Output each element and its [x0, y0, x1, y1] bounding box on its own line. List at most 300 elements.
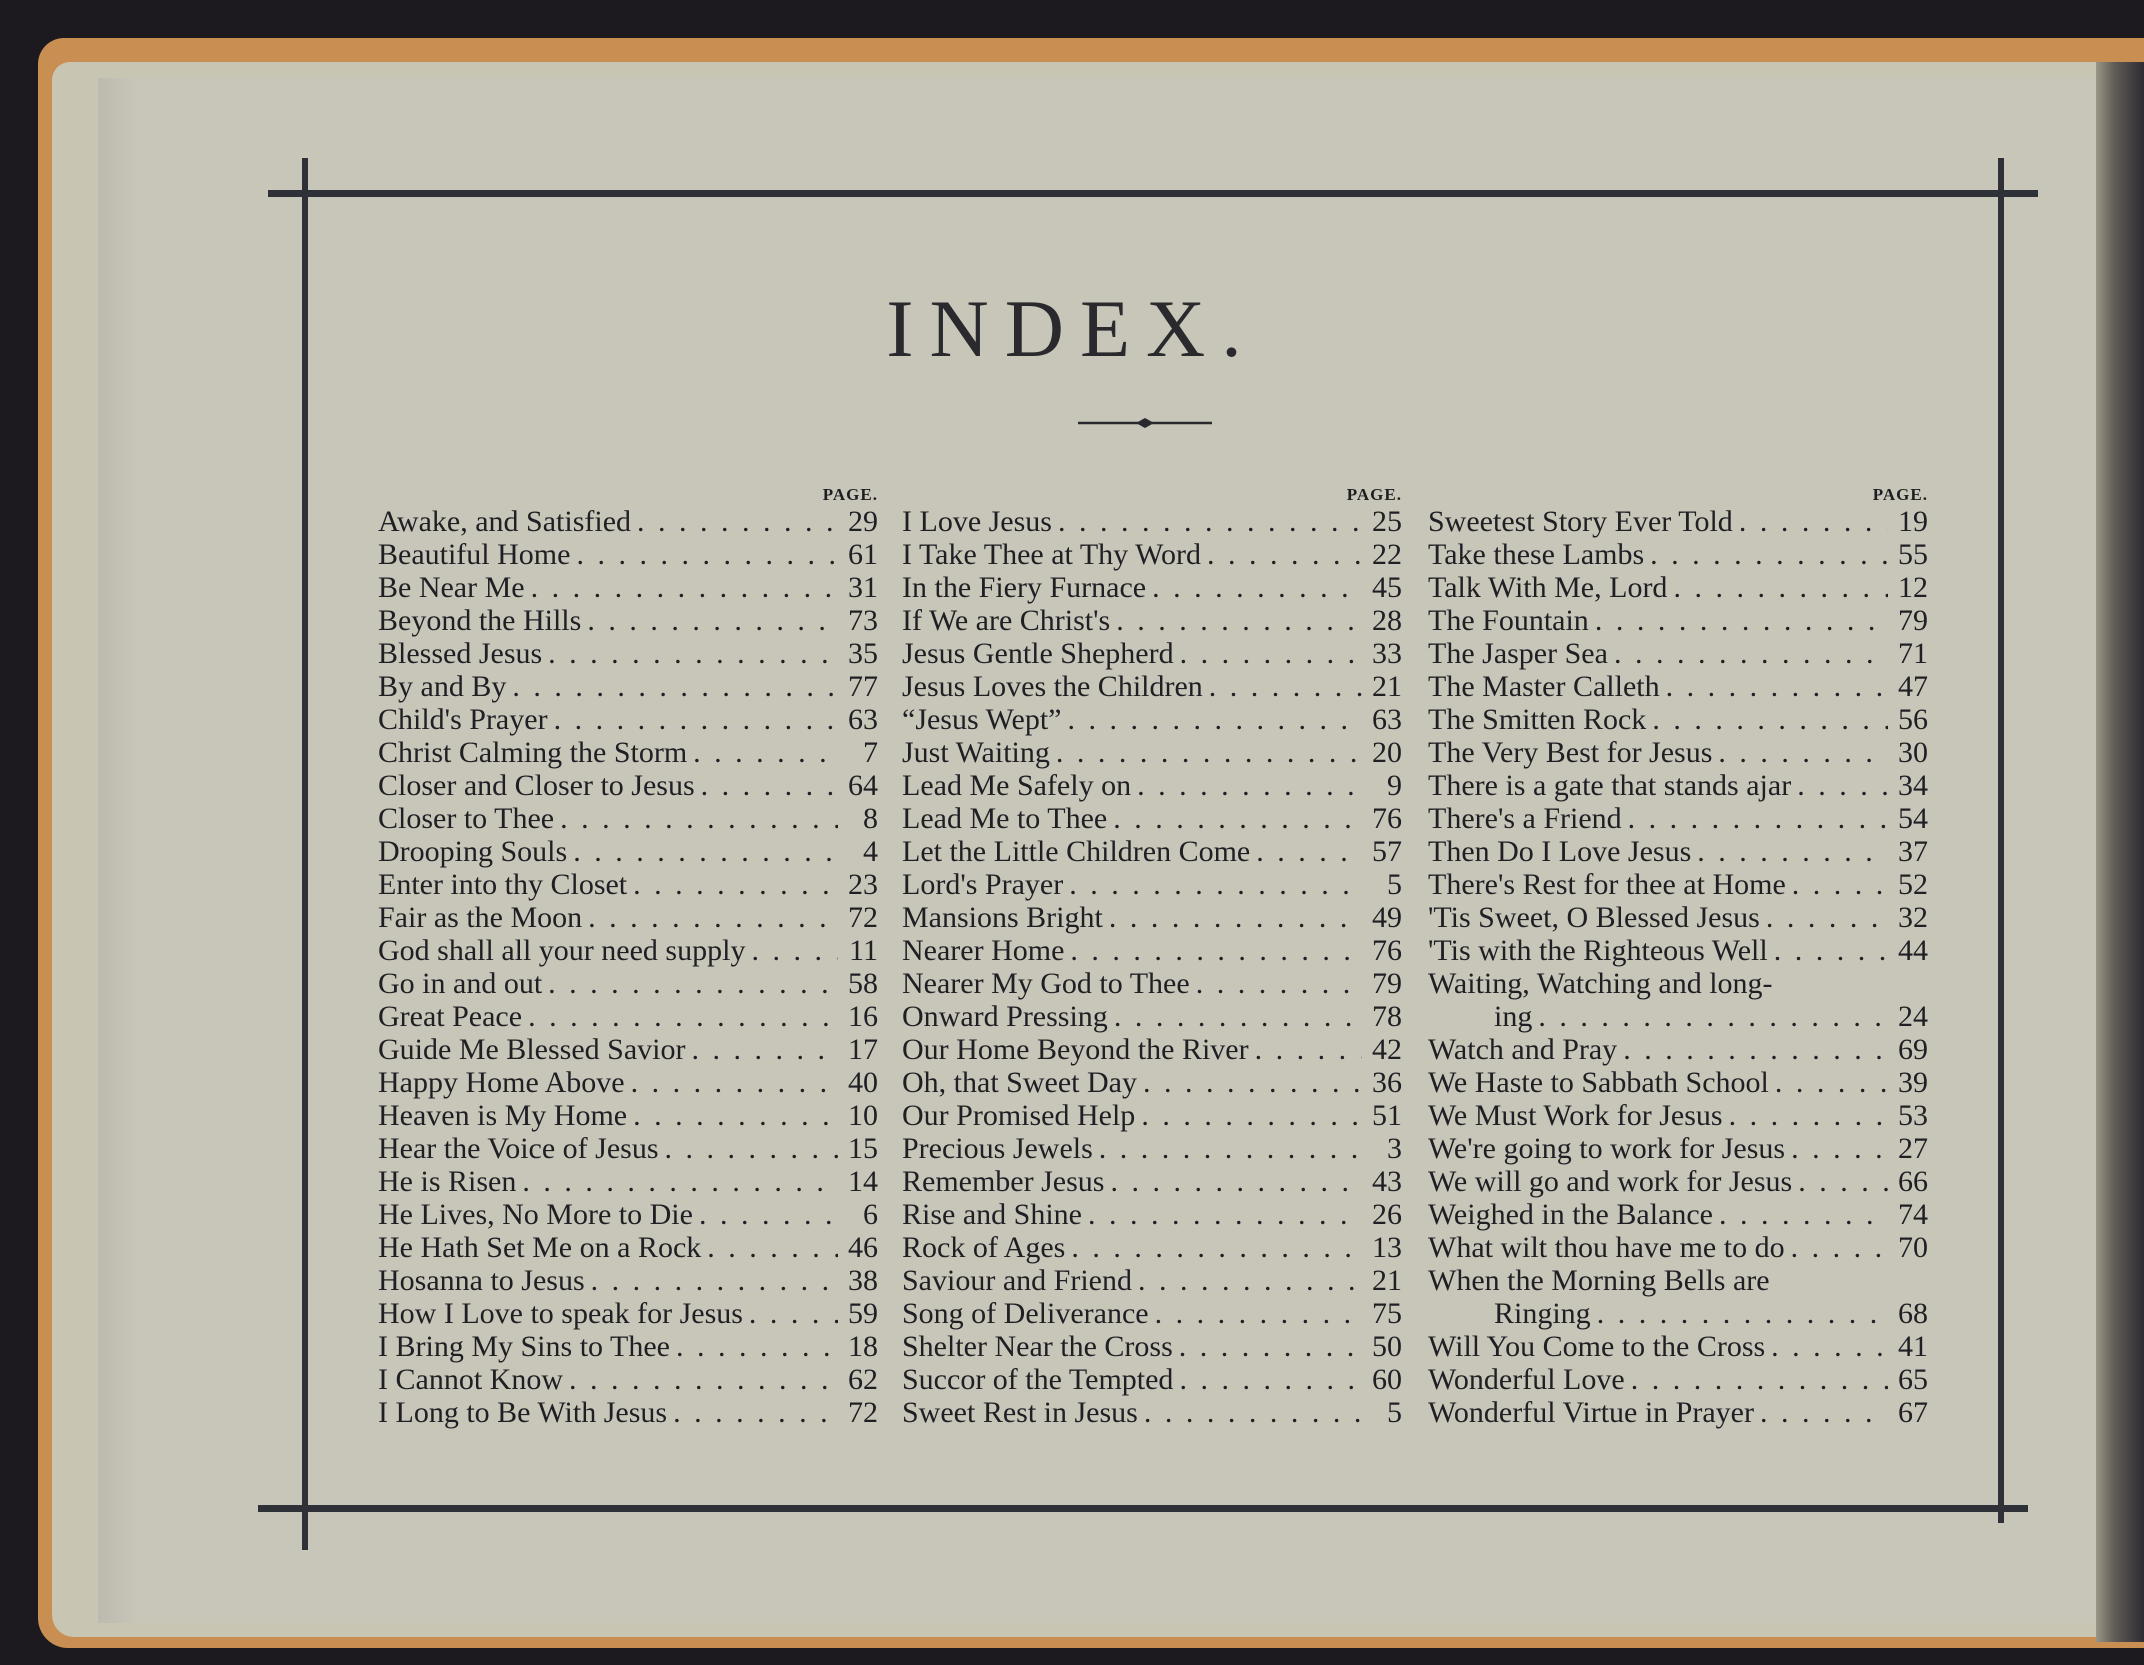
page-column-header: PAGE. [1346, 485, 1402, 504]
index-column-1 [378, 485, 878, 1429]
index-entry [378, 1231, 878, 1264]
entry-title: Jesus Loves the Children [902, 670, 1203, 703]
index-entry [902, 967, 1402, 1000]
entry-page-number: 70 [1898, 1231, 1928, 1264]
index-entry [902, 1000, 1402, 1033]
entry-title: I Take Thee at Thy Word [902, 538, 1202, 571]
entry-page-number: 35 [848, 637, 878, 670]
index-entry [378, 1066, 878, 1099]
entry-title: Hosanna to Jesus [378, 1264, 585, 1297]
index-entry [378, 1297, 878, 1330]
index-entry [378, 1264, 878, 1297]
entry-page-number: 25 [1372, 505, 1402, 538]
dot-leader [1760, 1396, 1888, 1429]
index-entry [1428, 703, 1928, 736]
index-entry [1428, 1000, 1928, 1033]
entry-page-number: 49 [1372, 901, 1402, 934]
entry-title: Christ Calming the Storm [378, 736, 688, 769]
entry-page-number: 63 [1372, 703, 1402, 736]
entry-title: Awake, and Satisfied [378, 505, 632, 538]
entry-page-number: 9 [1387, 769, 1402, 802]
index-entry [378, 571, 878, 604]
dot-leader [573, 835, 838, 868]
entry-title: 'Tis Sweet, O Blessed Jesus [1428, 901, 1760, 934]
entry-title: There is a gate that stands ajar [1428, 769, 1792, 802]
index-entry [1428, 538, 1928, 571]
dot-leader [1099, 1132, 1362, 1165]
entry-page-number: 66 [1898, 1165, 1928, 1198]
entry-page-number: 64 [848, 769, 878, 802]
entry-title: Child's Prayer [378, 703, 548, 736]
dot-leader [665, 1132, 839, 1165]
entry-title: Waiting, Watching and long- [1428, 967, 1773, 1000]
index-entry [1428, 1264, 1928, 1297]
dot-leader [1650, 538, 1888, 571]
dot-leader [1070, 934, 1362, 967]
dot-leader [1058, 505, 1362, 538]
index-entry [902, 1033, 1402, 1066]
entry-title: We're going to work for Jesus [1428, 1132, 1786, 1165]
entry-title: Enter into thy Closet [378, 868, 628, 901]
entry-title: Will You Come to the Cross [1428, 1330, 1766, 1363]
dot-leader [749, 1297, 838, 1330]
dot-leader [1792, 868, 1888, 901]
entry-title: Happy Home Above [378, 1066, 625, 1099]
entry-title: Great Peace [378, 1000, 523, 1033]
entry-page-number: 63 [848, 703, 878, 736]
entry-page-number: 7 [863, 736, 878, 769]
entry-page-number: 59 [848, 1297, 878, 1330]
index-entry [378, 505, 878, 538]
entry-title: Sweet Rest in Jesus [902, 1396, 1138, 1429]
entry-page-number: 6 [863, 1198, 878, 1231]
entry-page-number: 32 [1898, 901, 1928, 934]
dot-leader [1697, 835, 1888, 868]
index-entry [378, 736, 878, 769]
dot-leader [676, 1330, 838, 1363]
index-entry [1428, 1099, 1928, 1132]
entry-page-number: 24 [1898, 1000, 1928, 1033]
entry-title: Beautiful Home [378, 538, 571, 571]
index-entry [1428, 637, 1928, 670]
entry-title: He Lives, No More to Die [378, 1198, 693, 1231]
entry-title: Drooping Souls [378, 835, 568, 868]
index-entry [378, 1165, 878, 1198]
index-entry [378, 967, 878, 1000]
entry-title: The Fountain [1428, 604, 1589, 637]
dot-leader [1143, 1066, 1362, 1099]
entry-page-number: 22 [1372, 538, 1402, 571]
entry-page-number: 68 [1898, 1297, 1928, 1330]
index-entry [1428, 1132, 1928, 1165]
entry-page-number: 29 [848, 505, 878, 538]
index-entry [902, 1297, 1402, 1330]
entry-page-number: 15 [848, 1132, 878, 1165]
entry-title: Lord's Prayer [902, 868, 1064, 901]
title-ornament-icon [1078, 414, 1212, 432]
entry-page-number: 41 [1898, 1330, 1928, 1363]
entry-page-number: 74 [1898, 1198, 1928, 1231]
index-entry [378, 538, 878, 571]
entry-page-number: 21 [1372, 670, 1402, 703]
index-entry [902, 835, 1402, 868]
dot-leader [1109, 901, 1362, 934]
dot-leader [591, 1264, 838, 1297]
entry-page-number: 45 [1372, 571, 1402, 604]
dot-leader [1141, 1099, 1362, 1132]
dot-leader [1623, 1033, 1888, 1066]
dot-leader [1138, 1264, 1362, 1297]
index-entry [1428, 1231, 1928, 1264]
index-entry [378, 934, 878, 967]
index-entry [902, 571, 1402, 604]
entry-page-number: 5 [1387, 868, 1402, 901]
entry-page-number: 47 [1898, 670, 1928, 703]
index-entry [902, 703, 1402, 736]
entry-title: Fair as the Moon [378, 901, 583, 934]
entry-page-number: 73 [848, 604, 878, 637]
entry-title: Nearer Home [902, 934, 1065, 967]
entry-page-number: 13 [1372, 1231, 1402, 1264]
entry-page-number: 14 [848, 1165, 878, 1198]
dot-leader [512, 670, 838, 703]
entry-page-number: 51 [1372, 1099, 1402, 1132]
index-entry [378, 1363, 878, 1396]
entry-title: Mansions Bright [902, 901, 1103, 934]
index-entry [1428, 604, 1928, 637]
dot-leader [1628, 802, 1888, 835]
entry-page-number: 57 [1372, 835, 1402, 868]
index-entry [902, 1330, 1402, 1363]
dot-leader [1771, 1330, 1888, 1363]
dot-leader [588, 901, 838, 934]
dot-leader [707, 1231, 838, 1264]
entry-page-number: 52 [1898, 868, 1928, 901]
dot-leader [1071, 1231, 1362, 1264]
dot-leader [560, 802, 838, 835]
index-entry [1428, 1297, 1928, 1330]
index-entry [902, 1231, 1402, 1264]
entry-page-number: 33 [1372, 637, 1402, 670]
index-entry [902, 802, 1402, 835]
index-entry [1428, 1363, 1928, 1396]
index-entry [902, 1363, 1402, 1396]
entry-title: Precious Jewels [902, 1132, 1093, 1165]
entry-title: Our Home Beyond the River [902, 1033, 1249, 1066]
dot-leader [1056, 736, 1362, 769]
dot-leader [633, 868, 838, 901]
entry-page-number: 69 [1898, 1033, 1928, 1066]
entry-title: Take these Lambs [1428, 538, 1645, 571]
entry-page-number: 79 [1372, 967, 1402, 1000]
index-entry [902, 538, 1402, 571]
dot-leader [699, 1198, 838, 1231]
index-entry [902, 736, 1402, 769]
index-entry [1428, 1165, 1928, 1198]
entry-title: The Master Calleth [1428, 670, 1660, 703]
entry-title: We will go and work for Jesus [1428, 1165, 1793, 1198]
entry-page-number: 4 [863, 835, 878, 868]
entry-title: Beyond the Hills [378, 604, 582, 637]
entry-title: Closer and Closer to Jesus [378, 769, 695, 802]
entry-page-number: 50 [1372, 1330, 1402, 1363]
entry-page-number: 79 [1898, 604, 1928, 637]
entry-page-number: 67 [1898, 1396, 1928, 1429]
entry-title: Lead Me Safely on [902, 769, 1132, 802]
index-entry [902, 1165, 1402, 1198]
entry-title: Song of Deliverance [902, 1297, 1149, 1330]
dot-leader [1797, 769, 1888, 802]
entry-page-number: 76 [1372, 802, 1402, 835]
index-entry [1428, 571, 1928, 604]
index-entry [378, 604, 878, 637]
entry-page-number: 60 [1372, 1363, 1402, 1396]
entry-page-number: 65 [1898, 1363, 1928, 1396]
entry-title: Weighed in the Balance [1428, 1198, 1713, 1231]
entry-title: Rock of Ages [902, 1231, 1066, 1264]
entry-page-number: 58 [848, 967, 878, 1000]
dot-leader [673, 1396, 838, 1429]
dot-leader [1673, 571, 1888, 604]
entry-title: “Jesus Wept” [902, 703, 1062, 736]
dot-leader [1666, 670, 1888, 703]
dot-leader [633, 1099, 838, 1132]
entry-page-number: 12 [1898, 571, 1928, 604]
dot-leader [1113, 802, 1362, 835]
page-column-header: PAGE. [822, 485, 878, 504]
entry-page-number: 72 [848, 1396, 878, 1429]
dot-leader [1137, 769, 1362, 802]
index-entry [378, 670, 878, 703]
entry-title: Blessed Jesus [378, 637, 543, 670]
index-entry [378, 901, 878, 934]
index-entry [1428, 1198, 1928, 1231]
index-entry [902, 670, 1402, 703]
entry-page-number: 16 [848, 1000, 878, 1033]
dot-leader [1538, 1000, 1888, 1033]
index-entry [1428, 868, 1928, 901]
entry-page-number: 56 [1898, 703, 1928, 736]
entry-title: There's a Friend [1428, 802, 1622, 835]
entry-title: Shelter Near the Cross [902, 1330, 1173, 1363]
entry-page-number: 76 [1372, 934, 1402, 967]
dot-leader [1255, 1033, 1362, 1066]
index-entry [902, 637, 1402, 670]
entry-page-number: 8 [863, 802, 878, 835]
index-entry [1428, 769, 1928, 802]
index-entry [902, 1198, 1402, 1231]
index-entry [378, 637, 878, 670]
frame-rule-bottom [258, 1505, 2028, 1512]
entry-title: Watch and Pray [1428, 1033, 1618, 1066]
entry-title: Nearer My God to Thee [902, 967, 1190, 1000]
entry-title: Wonderful Virtue in Prayer [1428, 1396, 1754, 1429]
entry-page-number: 31 [848, 571, 878, 604]
index-entry [378, 802, 878, 835]
index-entry [1428, 967, 1928, 1000]
entry-title: ing [1494, 1000, 1533, 1033]
dot-leader [1256, 835, 1362, 868]
dot-leader [1114, 1000, 1362, 1033]
dot-leader [1739, 505, 1888, 538]
entry-title: Closer to Thee [378, 802, 555, 835]
entry-page-number: 11 [849, 934, 878, 967]
index-entry [902, 1066, 1402, 1099]
dot-leader [631, 1066, 838, 1099]
dot-leader [1196, 967, 1362, 1000]
dot-leader [528, 1000, 838, 1033]
entry-title: He is Risen [378, 1165, 517, 1198]
entry-page-number: 30 [1898, 736, 1928, 769]
entry-title: What wilt thou have me to do [1428, 1231, 1785, 1264]
dot-leader [1110, 1165, 1362, 1198]
index-entry [378, 1000, 878, 1033]
entry-page-number: 18 [848, 1330, 878, 1363]
index-entry [902, 934, 1402, 967]
entry-title: We Must Work for Jesus [1428, 1099, 1723, 1132]
entry-title: Guide Me Blessed Savior [378, 1033, 686, 1066]
index-entry [902, 868, 1402, 901]
dot-leader [751, 934, 838, 967]
entry-title: The Very Best for Jesus [1428, 736, 1713, 769]
entry-page-number: 26 [1372, 1198, 1402, 1231]
entry-page-number: 43 [1372, 1165, 1402, 1198]
dot-leader [693, 736, 838, 769]
entry-page-number: 53 [1898, 1099, 1928, 1132]
index-entry [1428, 934, 1928, 967]
entry-page-number: 5 [1387, 1396, 1402, 1429]
index-entry [378, 835, 878, 868]
entry-page-number: 42 [1372, 1033, 1402, 1066]
entry-title: When the Morning Bells are [1428, 1264, 1770, 1297]
page-column-header: PAGE. [1872, 485, 1928, 504]
entry-page-number: 78 [1372, 1000, 1402, 1033]
dot-leader [569, 1363, 838, 1396]
entry-title: Be Near Me [378, 571, 525, 604]
entry-page-number: 40 [848, 1066, 878, 1099]
dot-leader [1652, 703, 1888, 736]
index-entry [902, 1396, 1402, 1429]
entry-page-number: 34 [1898, 769, 1928, 802]
index-entry [1428, 1066, 1928, 1099]
dot-leader [1180, 637, 1362, 670]
entry-page-number: 17 [848, 1033, 878, 1066]
dot-leader [1729, 1099, 1888, 1132]
dot-leader [1088, 1198, 1362, 1231]
dot-leader [1597, 1297, 1888, 1330]
index-entry [902, 769, 1402, 802]
dot-leader [531, 571, 838, 604]
dot-leader [587, 604, 838, 637]
entry-title: Let the Little Children Come [902, 835, 1251, 868]
index-entry [378, 1198, 878, 1231]
entry-page-number: 3 [1387, 1132, 1402, 1165]
entry-title: Rise and Shine [902, 1198, 1082, 1231]
entry-page-number: 10 [848, 1099, 878, 1132]
entry-page-number: 62 [848, 1363, 878, 1396]
entry-title: There's Rest for thee at Home [1428, 868, 1786, 901]
entry-title: How I Love to speak for Jesus [378, 1297, 743, 1330]
entry-title: The Smitten Rock [1428, 703, 1647, 736]
dot-leader [1766, 901, 1888, 934]
entry-title: Then Do I Love Jesus [1428, 835, 1692, 868]
index-entry [378, 703, 878, 736]
entry-page-number: 37 [1898, 835, 1928, 868]
dot-leader [1718, 736, 1888, 769]
index-entry [1428, 1330, 1928, 1363]
entry-page-number: 39 [1898, 1066, 1928, 1099]
dot-leader [1152, 571, 1362, 604]
index-entry [378, 1330, 878, 1363]
entry-page-number: 61 [848, 538, 878, 571]
entry-title: Saviour and Friend [902, 1264, 1132, 1297]
dot-leader [554, 703, 838, 736]
dot-leader [1116, 604, 1362, 637]
entry-title: Wonderful Love [1428, 1363, 1625, 1396]
dot-leader [1774, 934, 1888, 967]
index-entry [902, 1264, 1402, 1297]
entry-title: I Bring My Sins to Thee [378, 1330, 670, 1363]
entry-title: Onward Pressing [902, 1000, 1108, 1033]
entry-page-number: 75 [1372, 1297, 1402, 1330]
entry-page-number: 23 [848, 868, 878, 901]
frame-rule-top [268, 190, 2038, 197]
entry-title: Talk With Me, Lord [1428, 571, 1668, 604]
dot-leader [691, 1033, 838, 1066]
entry-title: Lead Me to Thee [902, 802, 1108, 835]
entry-page-number: 20 [1372, 736, 1402, 769]
index-entry [378, 769, 878, 802]
entry-page-number: 77 [848, 670, 878, 703]
entry-title: I Long to Be With Jesus [378, 1396, 668, 1429]
index-entry [1428, 505, 1928, 538]
entry-title: I Love Jesus [902, 505, 1052, 538]
index-entry [1428, 802, 1928, 835]
index-entry [378, 1396, 878, 1429]
entry-title: Jesus Gentle Shepherd [902, 637, 1174, 670]
entry-title: Succor of the Tempted [902, 1363, 1174, 1396]
entry-title: God shall all your need supply [378, 934, 746, 967]
dot-leader [1719, 1198, 1888, 1231]
index-entry [902, 1099, 1402, 1132]
dot-leader [1595, 604, 1888, 637]
entry-title: Just Waiting [902, 736, 1050, 769]
index-entry [378, 1132, 878, 1165]
entry-page-number: 19 [1898, 505, 1928, 538]
index-entry [1428, 1033, 1928, 1066]
entry-title: Oh, that Sweet Day [902, 1066, 1137, 1099]
dot-leader [1069, 868, 1362, 901]
index-column-2 [902, 485, 1402, 1429]
index-entry [1428, 1396, 1928, 1429]
index-entry [902, 505, 1402, 538]
dot-leader [637, 505, 838, 538]
dot-leader [1775, 1066, 1888, 1099]
index-entry [1428, 736, 1928, 769]
dot-leader [701, 769, 838, 802]
dot-leader [522, 1165, 838, 1198]
entry-page-number: 55 [1898, 538, 1928, 571]
dot-leader [1179, 1330, 1362, 1363]
entry-page-number: 21 [1372, 1264, 1402, 1297]
entry-title: 'Tis with the Righteous Well [1428, 934, 1768, 967]
index-entry [902, 1132, 1402, 1165]
entry-page-number: 38 [848, 1264, 878, 1297]
dot-leader [1631, 1363, 1888, 1396]
entry-page-number: 44 [1898, 934, 1928, 967]
dot-leader [1791, 1132, 1888, 1165]
entry-page-number: 54 [1898, 802, 1928, 835]
